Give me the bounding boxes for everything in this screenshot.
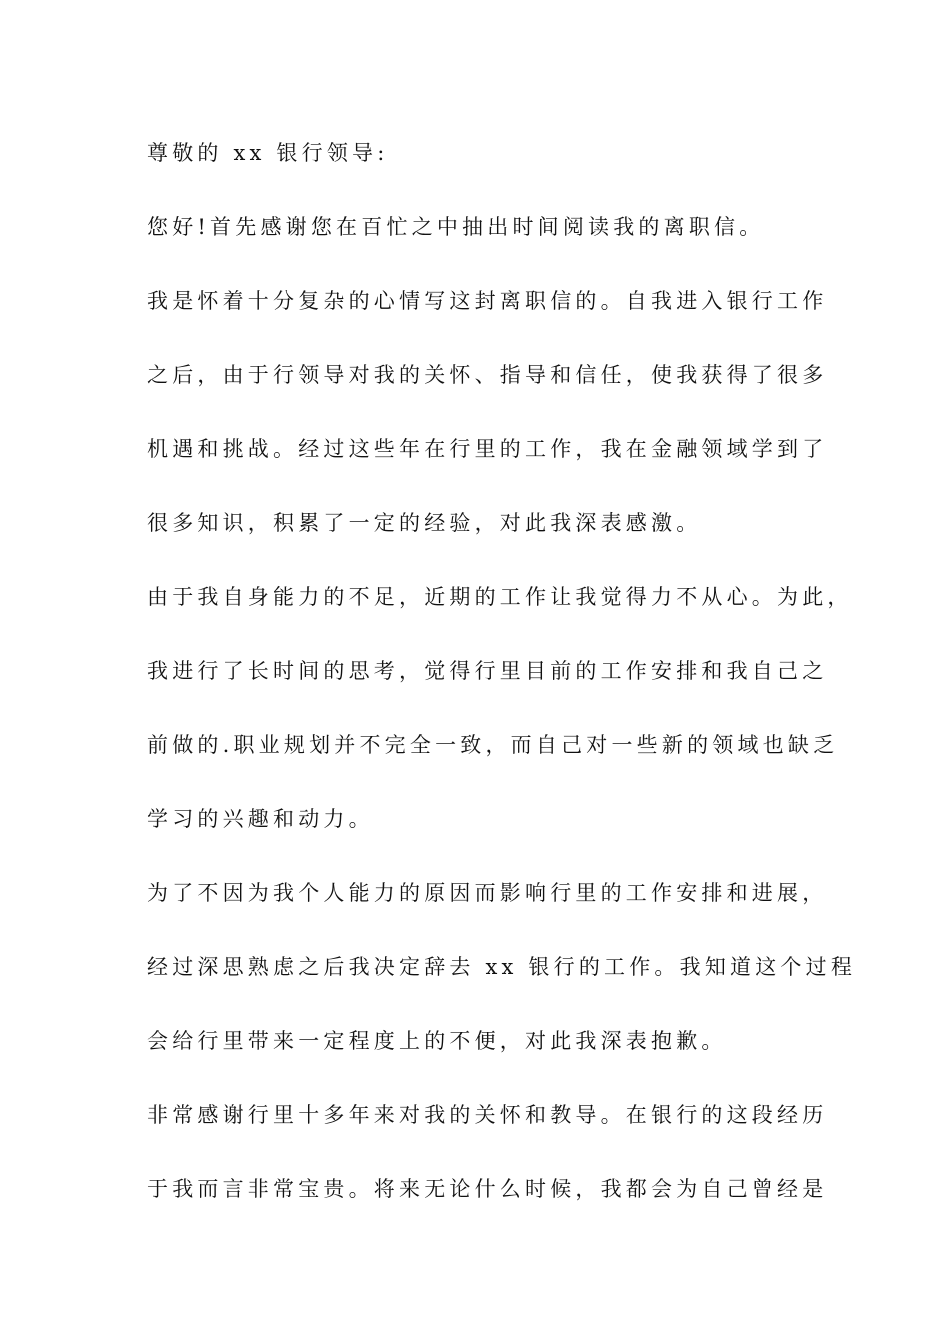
letter-line: 很多知识，积累了一定的经验，对此我深表感激。 (147, 511, 702, 535)
letter-line: 非常感谢行里十多年来对我的关怀和教导。在银行的这段经历 (147, 1103, 828, 1127)
letter-line: 经过深思熟虑之后我决定辞去 xx 银行的工作。我知道这个过程 (147, 955, 857, 979)
letter-line: 我是怀着十分复杂的心情写这封离职信的。自我进入银行工作 (147, 289, 828, 313)
letter-line: 由于我自身能力的不足，近期的工作让我觉得力不从心。为此， (147, 585, 853, 609)
letter-line: 您好!首先感谢您在百忙之中抽出时间阅读我的离职信。 (147, 215, 765, 239)
letter-line: 会给行里带来一定程度上的不便，对此我深表抱歉。 (147, 1029, 727, 1053)
letter-line: 学习的兴趣和动力。 (147, 807, 374, 831)
salutation: 尊敬的 xx 银行领导: (147, 141, 389, 165)
letter-line: 于我而言非常宝贵。将来无论什么时候，我都会为自己曾经是 (147, 1177, 828, 1201)
letter-line: 之后，由于行领导对我的关怀、指导和信任，使我获得了很多 (147, 363, 828, 387)
letter-line: 前做的.职业规划并不完全一致，而自己对一些新的领域也缺乏 (147, 733, 839, 757)
letter-line: 我进行了长时间的思考，觉得行里目前的工作安排和我自己之 (147, 659, 828, 683)
letter-line: 为了不因为我个人能力的原因而影响行里的工作安排和进展， (147, 881, 828, 905)
letter-line: 机遇和挑战。经过这些年在行里的工作，我在金融领域学到了 (147, 437, 828, 461)
